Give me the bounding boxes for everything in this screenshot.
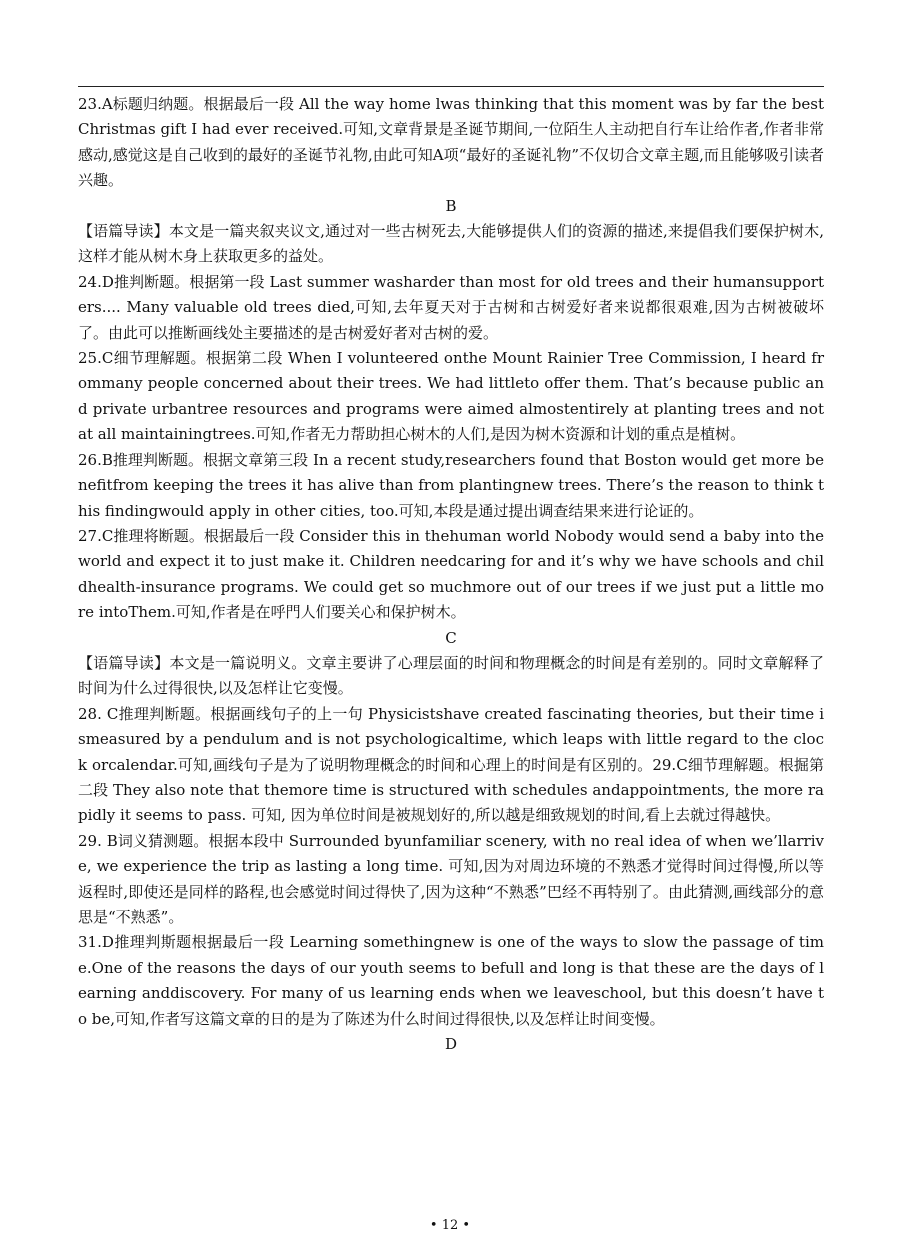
answer-24: 24.D推判断题。根据第一段 Last summer washarder than most for old trees and their humansupporters.... Many valuable old trees died,可知,去年夏天对于古树和古树爱好者来说都很艰难,因为古树被破坏了。由此可以推断画线处主要描述的是古树爱好者对古树的爱。 [78,272,824,342]
answer-30: 29. B词义猜测题。根据本段中 Surrounded byunfamiliar scenery, with no real idea of when we’llarrive, we experience the trip as lasting a long time. 可知,因为对周边环境的不熟悉才觉得时间过得慢,所以等返程时,即使还是同样的路程,也会感觉时间过得快了,因为这种“不熟悉”巴经不再特别了。由此猜测,画线部分的意思是“不熟悉”。 [78,831,824,926]
section-heading-d: D [444,1035,458,1054]
answer-27: 27.C推理将断题。根据最后一段 Consider this in thehuman world Nobody would send a baby into theworld and expect it to just make it. Children needcaring for and it’s why we have schools and childhealth-insurance programs. We could get so muchmore out of our trees if we just put a little more intoThem.可知,作者是在呼門人们要关心和保护树木。 [78,526,824,622]
answer-explanations [78,92,824,1057]
answer-25: 25.C细节理解题。根据第二段 When I volunteered onthe Mount Rainier Tree Commission, I heard frommany people concerned about their trees. We had littleto offer them. That’s because public and private urbantree resources and programs were aimed almostentirely at planting trees and not at all maintainingtrees.可知,作者无力帮助担心树木的人们,是因为树木资源和计划的重点是植树。 [78,349,824,444]
passage-guide-b: 【语篇导读】本文是一篇夹叙夹议文,通过对一些古树死去,大能够提供人们的资源的描述,来提倡我们要保护树木,这样才能从树木身上获取更多的益处。 [78,222,824,266]
answer-23: 23.A标题归纳题。根据最后一段 All the way home lwas thinking that this moment was by far the bestChristmas gift I had ever received.可知,文章背景是圣诞节期间,一位陌生人主动把自行车让给作者,作者非常感动,感觉这是自己收到的最好的圣诞节礼物,由此可知A项“最好的圣诞礼物”不仅切合文章主题,而且能够吸引读者兴趣。 [78,95,824,190]
section-heading-c: C [445,628,457,647]
page-number: • 12 • [429,1218,471,1233]
top-rule [78,86,824,87]
answer-28-29: 28. C推理判断题。根据画线句子的上一句 Physicistshave created fascinating theories, but their time ismeasured by a pendulum and is not psychologicaltime, which leaps with little regard to the clock orcalendar.可知,画线句子是为了说明物理概念的时间和心理上的时间是有区别的。29.C细节理解题。根掘第二段 They also note that themore time is structured with schedules andappointments, the more rapidly it seems to pass. 可知, 因为单位时间是被规划好的,所以越是细致规划的时间,看上去就过得越快。 [78,704,824,825]
passage-guide-c: 【语篇导读】本文是一篇说明义。文章主要讲了心理层面的时间和物理概念的时间是有差别的。同时文章解释了时间为什么过得很快,以及怎样让它变慢。 [78,653,824,698]
answer-26: 26.B推理判断题。根据文章第三段 In a recent study,researchers found that Boston would get more benefitfrom keeping the trees it has alive than from plantingnew trees. There’s the reason to think this findingwould apply in other cities, too.可知,本段是通过提出调查结果来进行论证的。 [78,450,824,520]
answer-31: 31.D推理判斯题根据最后一段 Learning somethingnew is one of the ways to slow the passage of time.One of the reasons the days of our youth seems to befull and long is that these are the days of learning anddiscovery. For many of us learning ends when we leaveschool, but this doesn’t have to be,可知,作者写这篇文章的日的是为了陈述为什么时间过得很快,以及怎样让时间变慢。 [78,933,824,1028]
section-heading-b: B [445,196,457,215]
